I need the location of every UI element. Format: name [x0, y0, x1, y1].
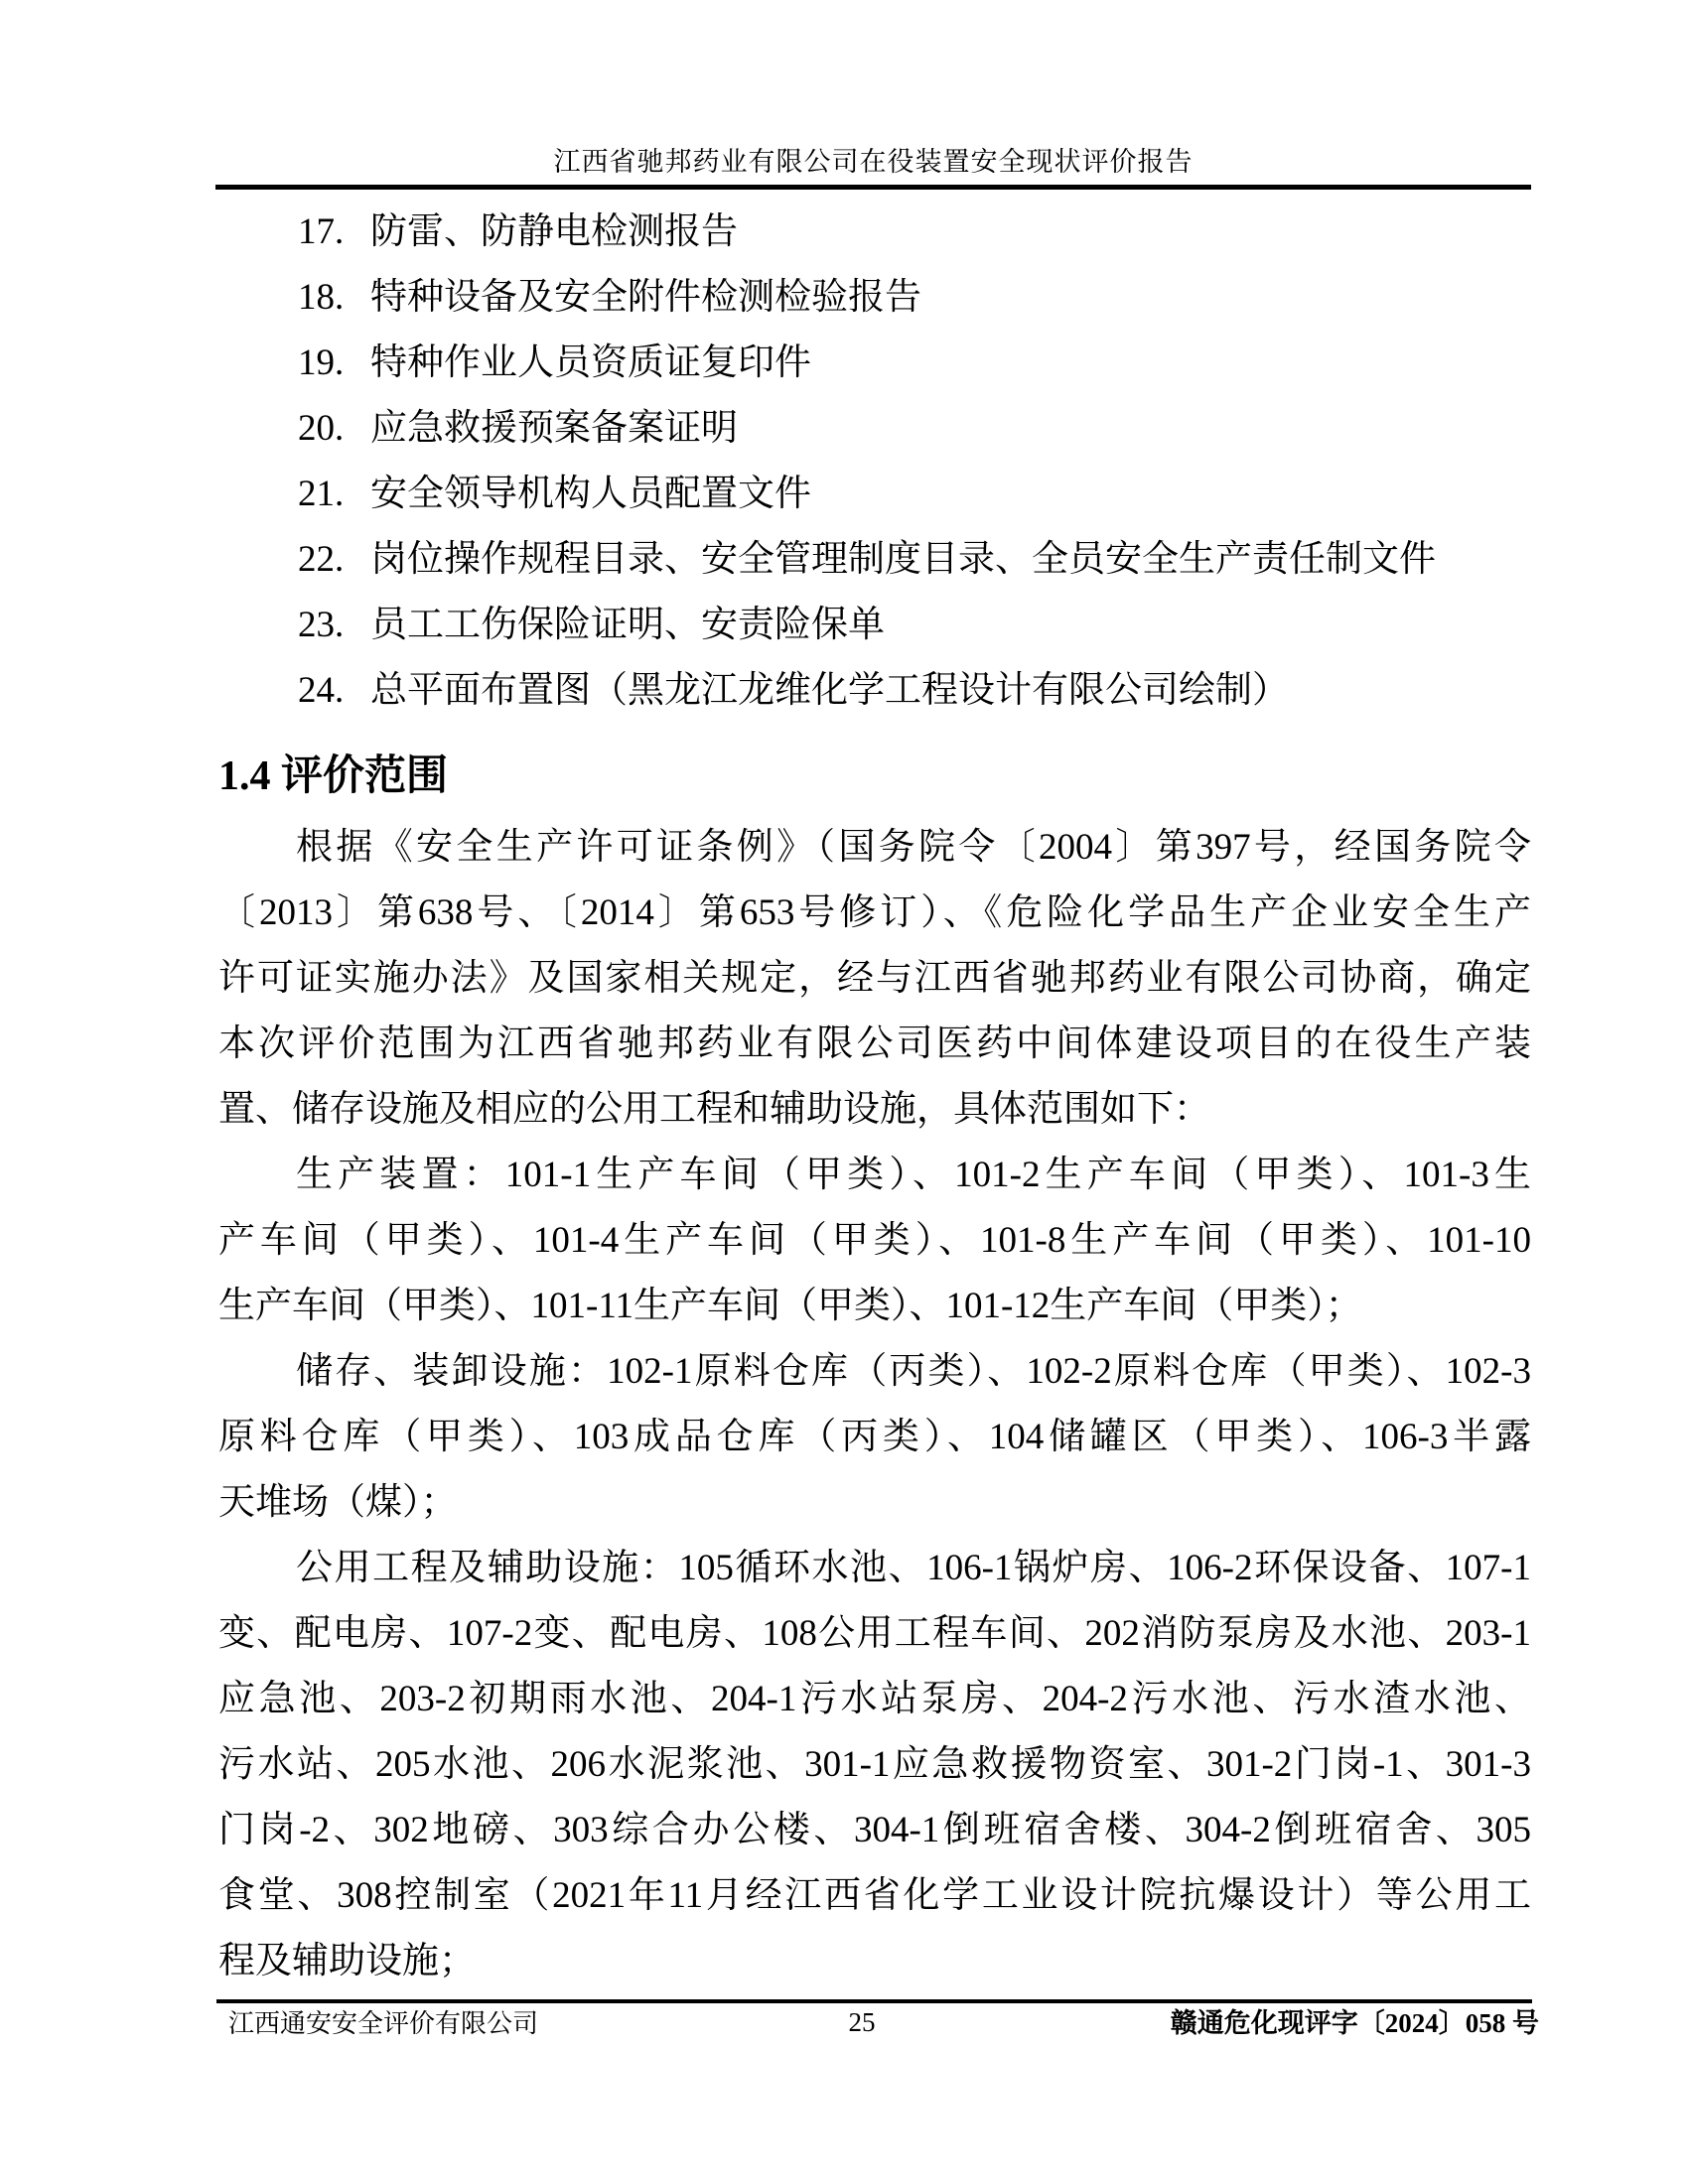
list-item-number: 17. — [298, 211, 345, 252]
paragraph-line: 污水站、205水池、206水泥浆池、301-1应急救援物资室、301-2门岗-1、301-3 — [218, 1744, 1531, 1785]
paragraph-line: 生产车间（甲类）、101-11生产车间（甲类）、101-12生产车间（甲类）； — [218, 1286, 1362, 1326]
list-item-text: 特种设备及安全附件检测检验报告 — [370, 277, 921, 318]
section-heading: 1.4 评价范围 — [218, 753, 449, 799]
list-item-number: 21. — [298, 474, 345, 514]
list-item-text: 特种作业人员资质证复印件 — [370, 342, 811, 383]
list-item — [218, 265, 1531, 331]
paragraph-line: 原料仓库（甲类）、103成品仓库（丙类）、104储罐区（甲类）、106-3半露 — [218, 1417, 1531, 1457]
list-item-text: 员工工伤保险证明、安责险保单 — [370, 605, 885, 645]
footer-doc-number: 赣通危化现评字〔2024〕058 号 — [1170, 2008, 1539, 2038]
content-area — [218, 190, 1531, 1994]
paragraph — [218, 815, 1531, 1143]
footer-page-number: 25 — [848, 2007, 876, 2037]
paragraph — [218, 1143, 1531, 1339]
paragraph-line: 产车间（甲类）、101-4生产车间（甲类）、101-8生产车间（甲类）、101-10 — [218, 1220, 1531, 1261]
list-item-text: 岗位操作规程目录、安全管理制度目录、全员安全生产责任制文件 — [370, 539, 1436, 580]
attachment-list — [218, 190, 1531, 724]
list-item-number: 24. — [298, 670, 345, 711]
paragraph — [218, 1536, 1531, 1994]
list-item — [218, 658, 1531, 724]
footer-company: 江西通安安全评价有限公司 — [228, 2009, 539, 2038]
paragraph-line: 应急池、203-2初期雨水池、204-1污水站泵房、204-2污水池、污水渣水池、 — [218, 1679, 1531, 1719]
paragraph-line: 本次评价范围为江西省驰邦药业有限公司医药中间体建设项目的在役生产装 — [218, 1024, 1531, 1064]
paragraph-line: 生产装置：101-1生产车间（甲类）、101-2生产车间（甲类）、101-3生 — [296, 1155, 1531, 1195]
paragraph-line: 〔2013〕第638号、〔2014〕第653号修订）、《危险化学品生产企业安全生产 — [218, 892, 1531, 933]
list-item-number: 19. — [298, 342, 345, 383]
paragraph-line: 公用工程及辅助设施：105循环水池、106-1锅炉房、106-2环保设备、107-1 — [296, 1548, 1531, 1588]
paragraph-line: 根据《安全生产许可证条例》（国务院令〔2004〕第397号，经国务院令 — [296, 827, 1531, 868]
list-item-number: 18. — [298, 277, 345, 318]
list-item-text: 总平面布置图（黑龙江龙维化学工程设计有限公司绘制） — [370, 670, 1289, 711]
paragraph-line: 程及辅助设施； — [218, 1941, 476, 1981]
paragraph-line: 食堂、308控制室（2021年11月经江西省化学工业设计院抗爆设计）等公用工 — [218, 1875, 1531, 1916]
paragraph-line: 置、储存设施及相应的公用工程和辅助设施，具体范围如下： — [218, 1089, 1210, 1130]
page-header-title: 江西省驰邦药业有限公司在役装置安全现状评价报告 — [553, 147, 1194, 177]
list-item — [218, 396, 1531, 462]
list-item-text: 安全领导机构人员配置文件 — [370, 474, 811, 514]
paragraph-line: 门岗-2、302地磅、303综合办公楼、304-1倒班宿舍楼、304-2倒班宿舍、305 — [218, 1810, 1531, 1850]
paragraph-line: 许可证实施办法》及国家相关规定，经与江西省驰邦药业有限公司协商，确定 — [218, 958, 1531, 999]
list-item — [218, 527, 1531, 593]
list-item — [218, 200, 1531, 265]
list-item-number: 22. — [298, 539, 345, 580]
list-item-text: 应急救援预案备案证明 — [370, 408, 738, 449]
list-item — [218, 593, 1531, 658]
paragraph — [218, 1339, 1531, 1536]
list-item-number: 20. — [298, 408, 345, 449]
paragraph-line: 变、配电房、107-2变、配电房、108公用工程车间、202消防泵房及水池、203-1 — [218, 1613, 1531, 1654]
footer-rule — [216, 1999, 1532, 2003]
list-item — [218, 462, 1531, 527]
paragraph-line: 天堆场（煤）； — [218, 1482, 458, 1523]
list-item-number: 23. — [298, 605, 345, 645]
list-item-text: 防雷、防静电检测报告 — [370, 211, 738, 252]
paragraph-line: 储存、装卸设施：102-1原料仓库（丙类）、102-2原料仓库（甲类）、102-3 — [296, 1351, 1531, 1392]
list-item — [218, 331, 1531, 396]
